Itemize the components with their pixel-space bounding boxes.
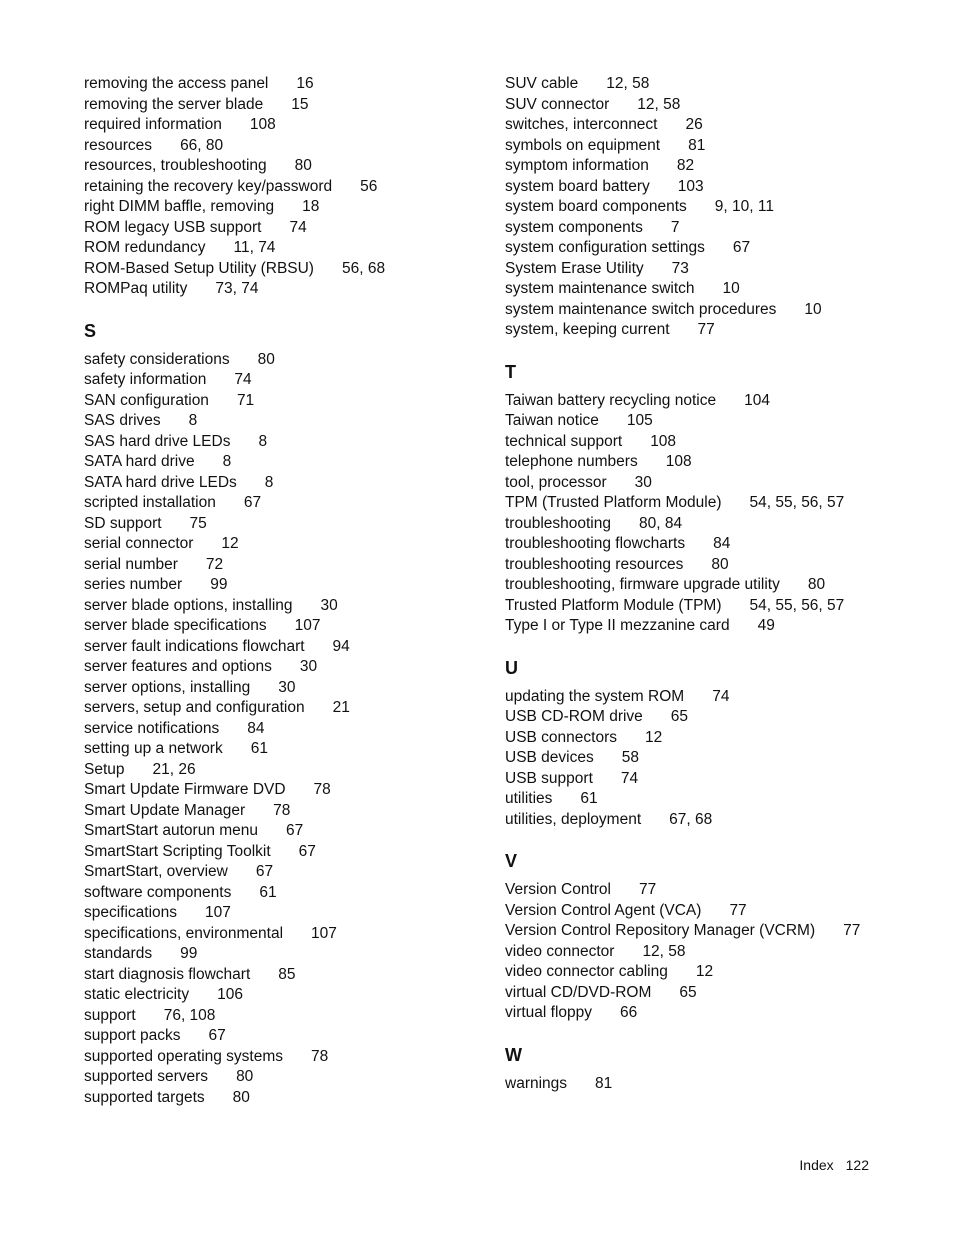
index-term: System Erase Utility (505, 259, 644, 277)
index-term: SD support (84, 514, 162, 532)
index-entry (505, 218, 925, 239)
index-term: SATA hard drive LEDs (84, 473, 237, 491)
index-entry (84, 1026, 484, 1047)
index-page-refs: 16 (296, 75, 314, 92)
index-term: video connector (505, 942, 615, 960)
index-term: safety information (84, 371, 207, 388)
index-page-refs: 67 (298, 842, 316, 860)
index-entry (505, 880, 925, 901)
index-entry (84, 575, 484, 596)
index-entry (505, 74, 925, 95)
index-term: SmartStart, overview (84, 863, 228, 880)
index-page-refs: 99 (210, 576, 228, 593)
index-term: video connector cabling (505, 963, 668, 980)
index-term: system maintenance switch procedures (505, 300, 777, 318)
index-term: system board battery (505, 177, 650, 195)
index-entry (84, 1047, 484, 1068)
index-term: serial connector (84, 535, 194, 552)
index-entry (505, 238, 925, 259)
index-page-refs: 84 (247, 719, 265, 737)
index-term: support (84, 1006, 136, 1024)
index-entry (84, 473, 484, 494)
index-page-refs: 8 (222, 453, 232, 470)
index-entry (84, 801, 484, 822)
index-page-refs: 106 (217, 986, 243, 1003)
index-term: ROMPaq utility (84, 280, 188, 297)
index-page-refs: 80 (294, 157, 312, 174)
index-page-refs: 73, 74 (215, 280, 259, 297)
index-term: removing the server blade (84, 95, 264, 113)
index-term: server fault indications flowchart (84, 637, 305, 655)
index-page-refs: 12, 58 (637, 95, 681, 113)
index-entry (505, 555, 925, 576)
index-letter-heading: W (505, 1044, 522, 1065)
index-term: retaining the recovery key/password (84, 177, 333, 195)
index-entry (505, 942, 925, 963)
index-group-t (505, 391, 925, 637)
index-page-refs: 12 (695, 963, 714, 980)
index-entry (505, 962, 925, 983)
index-term: ROM legacy USB support (84, 218, 262, 236)
index-entry (84, 259, 484, 280)
index-term: Trusted Platform Module (TPM) (505, 596, 722, 614)
index-page-refs: 65 (679, 983, 697, 1001)
index-term: right DIMM baffle, removing (84, 198, 275, 215)
index-term: system, keeping current (505, 321, 670, 338)
index-entry (84, 279, 484, 300)
index-page-refs: 66, 80 (180, 136, 224, 154)
footer-section-label: Index (799, 1157, 834, 1173)
index-entry (505, 300, 925, 321)
index-entry (84, 985, 484, 1006)
index-term: servers, setup and configuration (84, 699, 305, 716)
index-page-refs: 12 (645, 728, 663, 746)
index-page-refs: 61 (259, 883, 277, 901)
index-page-refs: 56, 68 (341, 259, 386, 277)
index-term: USB CD-ROM drive (505, 708, 643, 725)
index-page-refs: 21 (332, 699, 350, 716)
index-term: warnings (505, 1074, 568, 1092)
index-entry (84, 514, 484, 535)
index-entry (505, 616, 925, 637)
index-term: symptom information (505, 157, 649, 174)
index-entry (505, 115, 925, 136)
index-page-refs: 67 (286, 822, 304, 839)
index-page-refs: 74 (289, 218, 307, 236)
index-entry (505, 1003, 925, 1024)
index-entry (505, 136, 925, 157)
index-page-refs: 54, 55, 56, 57 (749, 596, 845, 614)
index-term: troubleshooting flowcharts (505, 535, 686, 552)
index-term: symbols on equipment (505, 136, 661, 154)
index-page-refs: 105 (626, 412, 653, 429)
index-entry (505, 95, 925, 116)
index-term: SAN configuration (84, 391, 209, 409)
page-number: 122 (845, 1157, 869, 1173)
index-term: server blade specifications (84, 617, 267, 634)
index-entry (84, 238, 484, 259)
index-page-refs: 54, 55, 56, 57 (749, 494, 845, 511)
index-page-refs: 81 (688, 136, 706, 154)
index-term: system maintenance switch (505, 280, 695, 297)
page-footer (799, 1157, 869, 1173)
index-entry (505, 921, 925, 942)
index-page-refs: 80, 84 (639, 514, 683, 532)
index-term: scripted installation (84, 494, 216, 511)
index-letter-heading: U (505, 657, 518, 678)
index-entry (84, 115, 484, 136)
index-page-refs: 12 (221, 535, 239, 552)
index-term: ROM redundancy (84, 239, 206, 256)
index-column-right (505, 74, 925, 1094)
index-entry (84, 1088, 484, 1109)
index-page-refs: 11, 74 (233, 239, 276, 256)
index-entry (84, 74, 484, 95)
index-term: Smart Update Firmware DVD (84, 781, 286, 798)
index-entry (84, 944, 484, 965)
index-page-refs: 8 (264, 473, 274, 491)
index-page-refs: 26 (685, 116, 703, 133)
index-term: system board components (505, 198, 687, 215)
index-term: SATA hard drive (84, 453, 195, 470)
index-page-refs: 74 (234, 371, 252, 388)
index-term: switches, interconnect (505, 116, 658, 133)
index-term: safety considerations (84, 350, 230, 368)
index-page-refs: 85 (278, 965, 296, 983)
index-page-refs: 94 (332, 637, 350, 655)
index-page-refs: 78 (273, 801, 291, 819)
index-page-refs: 71 (236, 391, 255, 409)
index-entry (84, 616, 484, 637)
index-page-refs: 80 (236, 1068, 254, 1085)
index-letter-heading: T (505, 361, 516, 382)
index-term: updating the system ROM (505, 687, 685, 705)
index-page-refs: 77 (638, 881, 657, 898)
index-term: standards (84, 945, 153, 962)
index-term: specifications (84, 904, 178, 921)
index-page-refs: 30 (320, 596, 338, 614)
index-term: removing the access panel (84, 75, 269, 92)
index-entry (505, 575, 925, 596)
index-entry (84, 1006, 484, 1027)
index-letter-heading: V (505, 851, 518, 871)
index-entry (84, 197, 484, 218)
index-entry (505, 177, 925, 198)
index-page-refs: 74 (620, 769, 639, 787)
index-term: series number (84, 576, 183, 593)
index-page-refs: 10 (722, 280, 740, 297)
index-page-refs: 73 (671, 259, 689, 277)
index-page-refs: 78 (313, 781, 331, 798)
index-entry (84, 678, 484, 699)
index-entry (505, 748, 925, 769)
index-term: USB devices (505, 749, 594, 766)
index-page-refs: 10 (804, 300, 822, 318)
index-entry (505, 789, 925, 810)
index-page-refs: 65 (670, 708, 689, 725)
index-page-refs: 30 (634, 473, 652, 491)
index-term: USB support (505, 769, 593, 787)
index-entry (505, 259, 925, 280)
index-page-refs: 104 (744, 391, 770, 409)
index-page-refs: 74 (712, 687, 730, 705)
index-term: resources, troubleshooting (84, 157, 267, 174)
index-term: static electricity (84, 986, 190, 1003)
index-term: SUV connector (505, 95, 610, 113)
index-page-refs: 108 (650, 432, 677, 450)
index-entry (84, 95, 484, 116)
index-term: utilities, deployment (505, 810, 642, 828)
index-term: supported targets (84, 1088, 205, 1106)
index-page-refs: 67 (732, 239, 751, 256)
index-entry (505, 411, 925, 432)
index-page-refs: 107 (311, 924, 337, 942)
index-page-refs: 30 (278, 678, 296, 696)
index-term: Setup (84, 760, 125, 778)
index-term: tool, processor (505, 473, 607, 491)
index-entry (84, 596, 484, 617)
index-term: system configuration settings (505, 239, 705, 256)
index-term: Version Control Repository Manager (VCRM) (505, 922, 816, 939)
index-term: SUV cable (505, 75, 579, 92)
index-page-refs: 80 (807, 576, 826, 593)
index-term: ROM-Based Setup Utility (RBSU) (84, 259, 314, 277)
index-entry (84, 136, 484, 157)
index-group-r (84, 74, 484, 300)
index-page-refs: 77 (843, 922, 861, 939)
index-term: utilities (505, 790, 553, 807)
index-entry (84, 698, 484, 719)
index-term: service notifications (84, 719, 220, 737)
index-term: support packs (84, 1027, 181, 1044)
index-term: TPM (Trusted Platform Module) (505, 494, 722, 511)
index-entry (84, 924, 484, 945)
index-page-refs: 49 (757, 617, 775, 634)
index-term: telephone numbers (505, 453, 638, 470)
index-group-s (84, 350, 484, 1109)
index-entry (505, 493, 925, 514)
index-page-refs: 99 (180, 945, 198, 962)
index-term: troubleshooting, firmware upgrade utility (505, 576, 780, 593)
index-term: Version Control Agent (VCA) (505, 901, 702, 919)
index-term: software components (84, 883, 232, 901)
index-term: Taiwan notice (505, 412, 599, 429)
index-page-refs: 82 (676, 157, 695, 174)
index-page-refs: 107 (294, 617, 321, 634)
index-term: SmartStart Scripting Toolkit (84, 842, 271, 860)
index-entry (505, 983, 925, 1004)
index-entry (505, 534, 925, 555)
index-term: server options, installing (84, 678, 251, 696)
index-page-refs: 67 (243, 494, 262, 511)
index-entry (84, 657, 484, 678)
index-entry (505, 197, 925, 218)
index-page-refs: 56 (360, 177, 378, 195)
index-term: specifications, environmental (84, 924, 284, 942)
index-entry (505, 687, 925, 708)
index-page-refs: 12, 58 (642, 942, 686, 960)
index-term: troubleshooting resources (505, 555, 684, 573)
index-entry (84, 637, 484, 658)
index-term: Type I or Type II mezzanine card (505, 617, 730, 634)
index-term: start diagnosis flowchart (84, 965, 251, 983)
index-page-refs: 77 (729, 901, 747, 919)
index-page-refs: 77 (697, 321, 715, 338)
index-entry (505, 901, 925, 922)
index-page-refs: 78 (311, 1047, 329, 1065)
index-term: system components (505, 218, 643, 236)
index-entry (505, 391, 925, 412)
index-term: supported servers (84, 1068, 209, 1085)
index-column-left (84, 74, 484, 1108)
index-entry (505, 769, 925, 790)
index-group-u (505, 687, 925, 831)
index-page-refs: 8 (188, 412, 198, 429)
index-page-refs: 107 (205, 904, 231, 921)
index-entry (84, 432, 484, 453)
index-entry (505, 707, 925, 728)
index-entry (84, 903, 484, 924)
index-page-refs: 67, 68 (669, 810, 713, 828)
index-term: USB connectors (505, 728, 617, 746)
index-page-refs: 67 (255, 863, 274, 880)
index-entry (84, 821, 484, 842)
index-entry (84, 370, 484, 391)
index-page-refs: 61 (250, 740, 268, 757)
index-entry (505, 452, 925, 473)
index-entry (505, 156, 925, 177)
index-entry (84, 555, 484, 576)
index-term: technical support (505, 432, 623, 450)
index-entry (84, 965, 484, 986)
index-group-v (505, 880, 925, 1024)
index-term: SmartStart autorun menu (84, 822, 259, 839)
index-page-refs: 21, 26 (152, 760, 196, 778)
index-entry (84, 391, 484, 412)
index-entry (84, 534, 484, 555)
index-entry (84, 411, 484, 432)
index-page-refs: 9, 10, 11 (714, 198, 774, 215)
index-entry (505, 596, 925, 617)
index-term: Taiwan battery recycling notice (505, 391, 717, 409)
index-page-refs: 66 (620, 1004, 638, 1021)
index-entry (84, 493, 484, 514)
index-entry (84, 350, 484, 371)
index-term: server blade options, installing (84, 596, 293, 614)
index-term: SAS hard drive LEDs (84, 432, 231, 450)
index-page-refs: 80 (232, 1088, 250, 1106)
index-term: required information (84, 116, 222, 133)
index-page-refs: 30 (299, 658, 318, 675)
index-entry (505, 473, 925, 494)
index-page-refs: 8 (258, 432, 268, 450)
index-page-refs: 61 (580, 790, 598, 807)
index-page-refs: 67 (208, 1027, 226, 1044)
index-entry (84, 862, 484, 883)
index-entry (505, 1074, 925, 1095)
index-entry (505, 432, 925, 453)
index-term: supported operating systems (84, 1047, 284, 1065)
index-page-refs: 76, 108 (163, 1006, 216, 1024)
index-group-w (505, 1074, 925, 1095)
index-entry (84, 1067, 484, 1088)
index-entry (84, 780, 484, 801)
index-page-refs: 80 (711, 555, 729, 573)
index-entry (505, 279, 925, 300)
index-entry (84, 452, 484, 473)
index-entry (84, 883, 484, 904)
index-page-refs: 81 (595, 1074, 613, 1092)
index-entry (84, 739, 484, 760)
index-term: troubleshooting (505, 514, 611, 532)
index-entry (84, 177, 484, 198)
index-entry (505, 728, 925, 749)
index-term: serial number (84, 555, 178, 573)
index-page-refs: 84 (713, 535, 731, 552)
index-entry (505, 810, 925, 831)
index-page-refs: 18 (302, 198, 320, 215)
index-term: server features and options (84, 658, 272, 675)
index-entry (505, 514, 925, 535)
index-page-refs: 15 (291, 95, 309, 113)
index-page-refs: 75 (189, 514, 207, 532)
index-entry (84, 156, 484, 177)
index-letter-heading: S (84, 320, 97, 341)
index-term: virtual floppy (505, 1004, 593, 1021)
index-term: setting up a network (84, 740, 223, 757)
index-entry (84, 760, 484, 781)
index-page-refs: 103 (677, 177, 704, 195)
index-term: SAS drives (84, 412, 161, 429)
index-group-s-continued (505, 74, 925, 341)
index-page-refs: 12, 58 (606, 75, 650, 92)
index-term: Smart Update Manager (84, 801, 246, 819)
index-page-refs: 80 (257, 350, 275, 368)
index-page-refs: 108 (249, 116, 276, 133)
index-entry (84, 218, 484, 239)
index-term: Version Control (505, 881, 611, 898)
index-entry (84, 719, 484, 740)
index-page-refs: 108 (665, 453, 692, 470)
index-entry (505, 320, 925, 341)
index-page-refs: 58 (621, 749, 639, 766)
index-page-refs: 72 (205, 555, 224, 573)
index-term: virtual CD/DVD-ROM (505, 983, 652, 1001)
index-entry (84, 842, 484, 863)
index-page-refs: 7 (670, 218, 680, 236)
index-term: resources (84, 136, 153, 154)
